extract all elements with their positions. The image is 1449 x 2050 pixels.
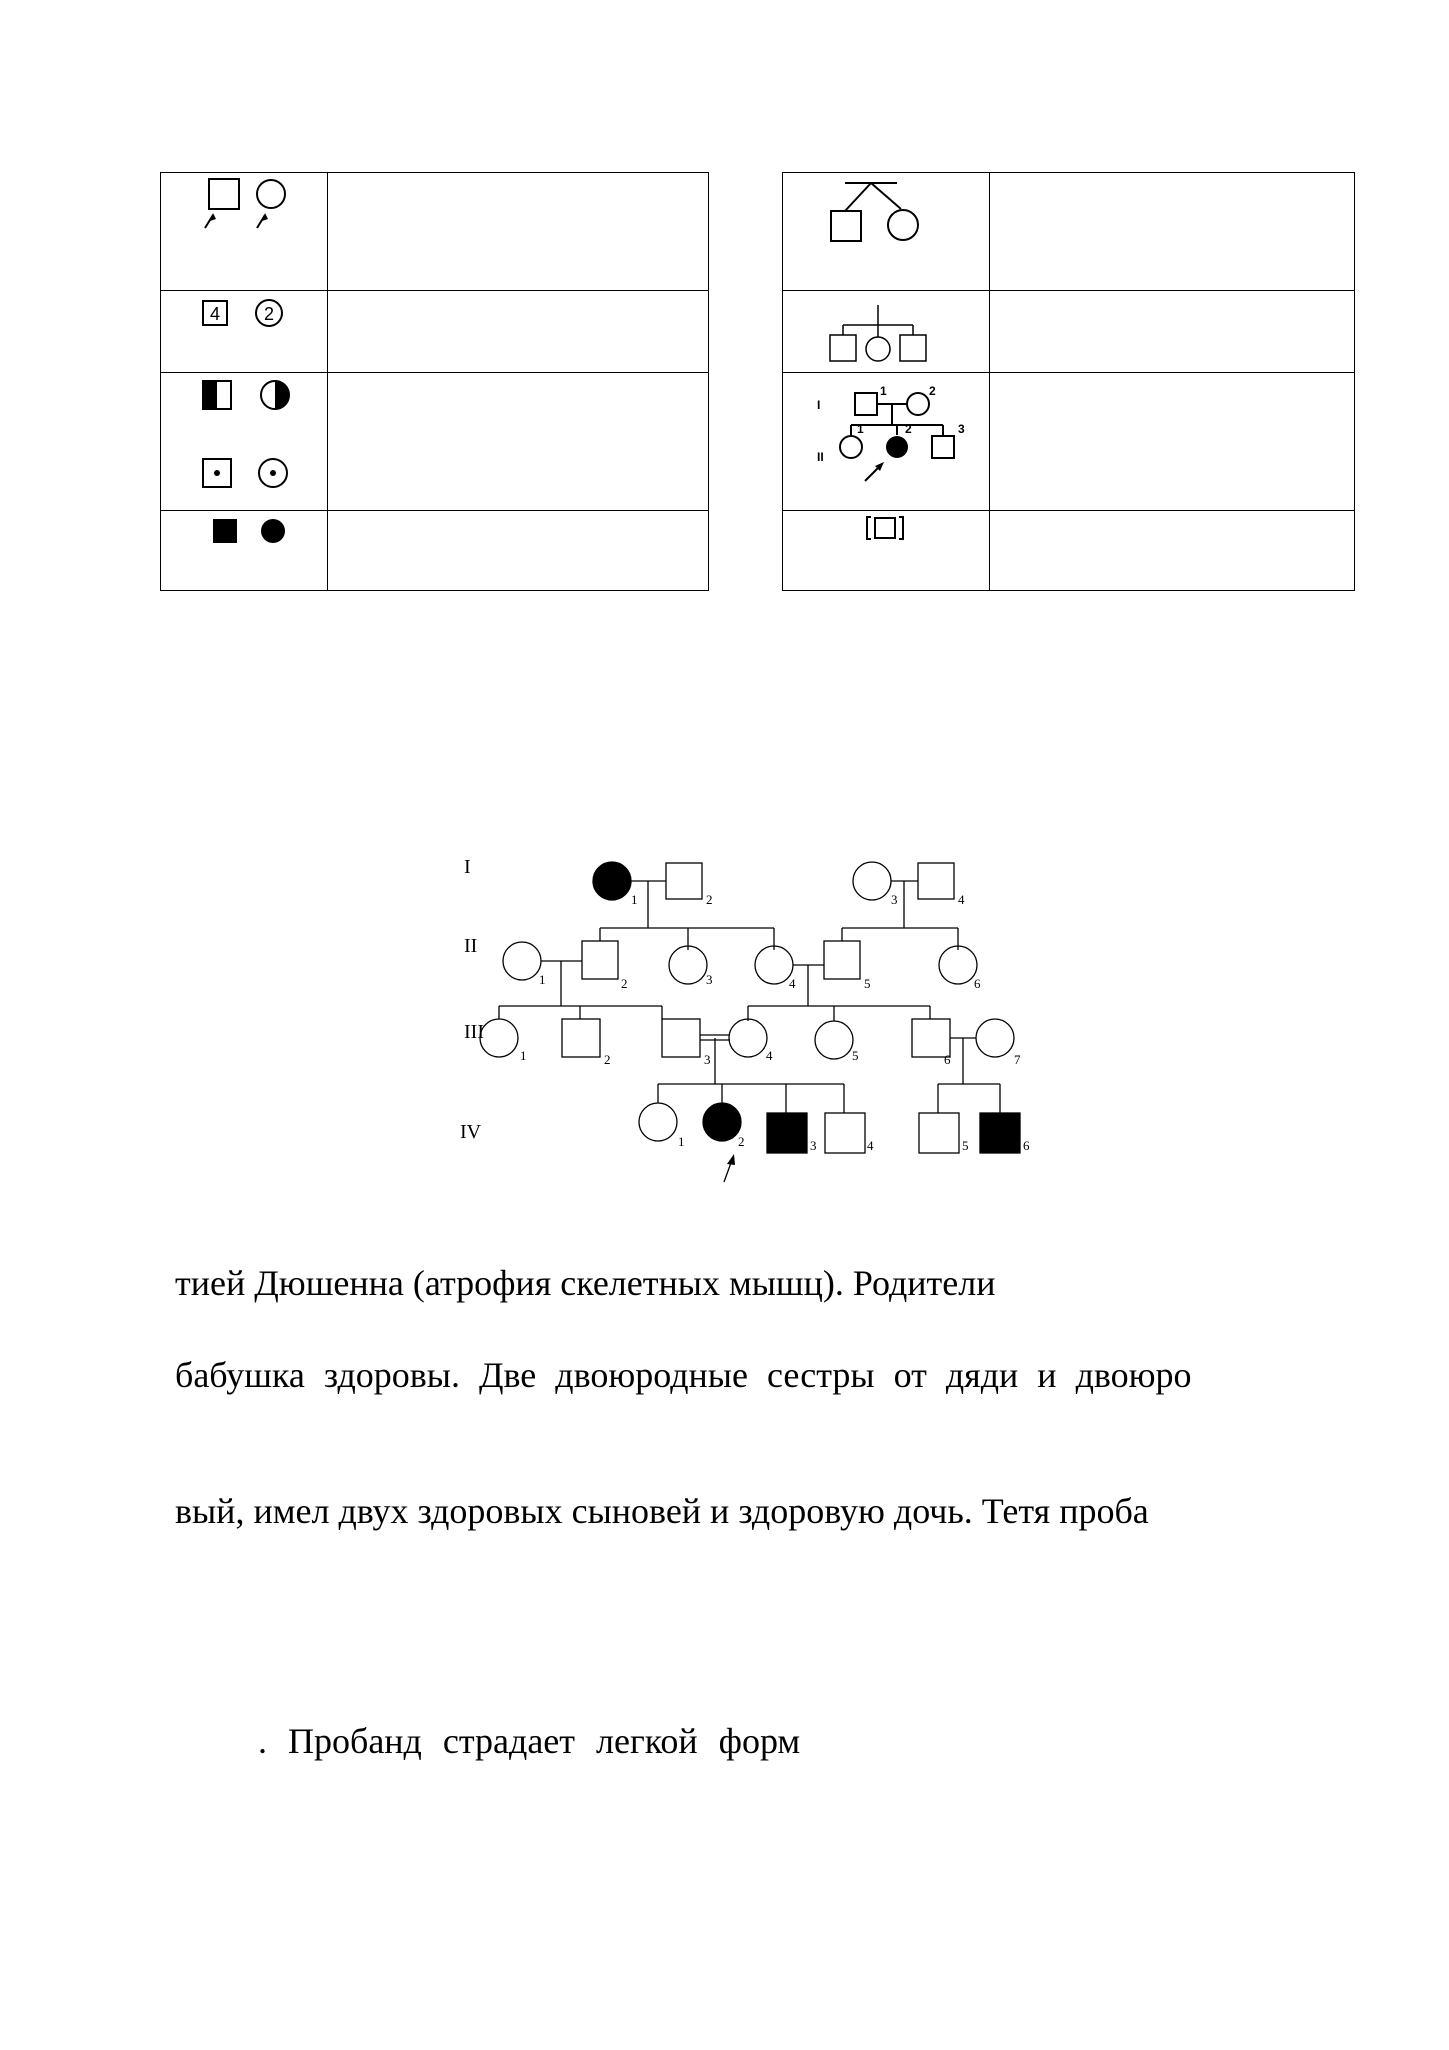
- person-III-4: [729, 1019, 767, 1057]
- gen-label-iv: IV: [460, 1121, 482, 1143]
- person-IV-5: [919, 1113, 959, 1153]
- legend-desc-bracketed: [990, 511, 1355, 591]
- example-proband-icon: [886, 436, 908, 458]
- svg-text:3: 3: [958, 422, 965, 436]
- svg-text:6: 6: [974, 976, 981, 991]
- legend-desc-siblings: [990, 291, 1355, 373]
- count-circle-label: 2: [263, 304, 275, 324]
- svg-text:6: 6: [944, 1052, 951, 1067]
- person-III-7: [976, 1019, 1014, 1057]
- svg-text:4: 4: [958, 892, 965, 907]
- proband-female-icon: [257, 180, 285, 208]
- sibling-female-icon: [866, 337, 890, 361]
- legend-desc-numbering: [990, 373, 1355, 511]
- proband-male-icon: [209, 179, 239, 209]
- svg-text:2: 2: [738, 1134, 745, 1149]
- svg-text:3: 3: [706, 972, 713, 987]
- legend-table-left: [160, 172, 709, 591]
- svg-text:3: 3: [810, 1138, 817, 1153]
- svg-text:4: 4: [766, 1048, 773, 1063]
- legend-table-right: [782, 172, 1355, 591]
- sibling-male-icon: [830, 335, 856, 361]
- legend-cell-siblings: [783, 291, 990, 373]
- legend-cell-bracketed: [783, 511, 990, 591]
- twin-female-icon: [888, 210, 918, 240]
- svg-text:4: 4: [867, 1138, 874, 1153]
- svg-text:1: 1: [678, 1134, 685, 1149]
- svg-text:2: 2: [905, 422, 912, 436]
- bracketed-square-icon: [875, 518, 895, 538]
- legend-cell-carriers: [161, 373, 328, 511]
- person-II-1: [503, 942, 541, 980]
- legend-desc-twins: [990, 173, 1355, 291]
- svg-text:7: 7: [1014, 1052, 1021, 1067]
- svg-text:1: 1: [539, 972, 546, 987]
- example-mother-icon: [907, 393, 929, 415]
- legend-cell-proband: [161, 173, 328, 291]
- person-II-2: [582, 941, 618, 979]
- person-IV-2-proband: [703, 1103, 741, 1141]
- legend-desc-counts: [328, 291, 709, 373]
- pedigree-chart: [430, 838, 1070, 1198]
- person-IV-1: [639, 1103, 677, 1141]
- svg-text:1: 1: [631, 892, 638, 907]
- filled-circle-icon: [261, 519, 285, 543]
- example-son-icon: [932, 436, 954, 458]
- example-daughter-icon: [840, 436, 862, 458]
- person-III-2: [562, 1019, 600, 1057]
- sibling-male-icon: [900, 335, 926, 361]
- example-father-icon: [855, 393, 877, 415]
- person-I-4: [918, 863, 954, 899]
- person-III-5: [815, 1021, 853, 1059]
- svg-text:2: 2: [604, 1052, 611, 1067]
- twin-male-icon: [831, 211, 861, 241]
- person-III-3: [662, 1019, 700, 1057]
- svg-text:5: 5: [864, 976, 871, 991]
- gen-i-label: I: [817, 398, 821, 412]
- person-IV-4: [825, 1113, 865, 1153]
- gen-label-ii: II: [464, 935, 478, 957]
- person-II-5: [824, 941, 860, 979]
- person-IV-6: [980, 1113, 1020, 1153]
- svg-text:2: 2: [706, 892, 713, 907]
- svg-text:5: 5: [962, 1138, 969, 1153]
- person-III-1: [480, 1019, 518, 1057]
- svg-text:2: 2: [929, 384, 936, 398]
- filled-square-icon: [213, 519, 237, 543]
- text-line-1: тией Дюшенна (атрофия скелетных мышц). Родители: [175, 1263, 996, 1303]
- count-square-label: 4: [209, 304, 221, 324]
- text-line-2: бабушка здоровы. Две двоюродные сестры от дяди и двоюро: [175, 1355, 1192, 1395]
- bracket-left: [867, 517, 871, 539]
- proband-icons: [161, 173, 327, 291]
- legend-cell-counts: [161, 291, 328, 373]
- text-line-3: вый, имел двух здоровых сыновей и здоровую дочь. Тетя проба: [175, 1491, 1149, 1531]
- person-II-3: [669, 946, 707, 984]
- person-I-1: [593, 862, 631, 900]
- person-I-2: [666, 863, 702, 899]
- svg-text:3: 3: [704, 1052, 711, 1067]
- svg-text:1: 1: [520, 1048, 527, 1063]
- svg-text:2: 2: [621, 976, 628, 991]
- legend-cell-twins: [783, 173, 990, 291]
- bracket-right: [899, 517, 903, 539]
- legend-desc-carriers: [328, 373, 709, 511]
- svg-text:6: 6: [1023, 1138, 1030, 1153]
- person-IV-3: [767, 1113, 807, 1153]
- person-I-3: [853, 862, 891, 900]
- text-line-4: . Пробанд страдает легкой форм: [258, 1721, 801, 1761]
- svg-text:3: 3: [891, 892, 898, 907]
- gen-label-iii: III: [464, 1021, 484, 1043]
- legend-cell-affected: [161, 511, 328, 591]
- svg-text:4: 4: [789, 976, 796, 991]
- legend-desc-proband: [328, 173, 709, 291]
- person-II-6: [939, 946, 977, 984]
- svg-text:1: 1: [880, 384, 887, 398]
- svg-text:1: 1: [857, 422, 864, 436]
- gen-ii-label: II: [817, 450, 824, 464]
- person-II-4: [755, 946, 793, 984]
- gen-label-i: I: [464, 856, 471, 878]
- legend-desc-affected: [328, 511, 709, 591]
- legend-cell-numbering: [783, 373, 990, 511]
- svg-text:5: 5: [852, 1048, 859, 1063]
